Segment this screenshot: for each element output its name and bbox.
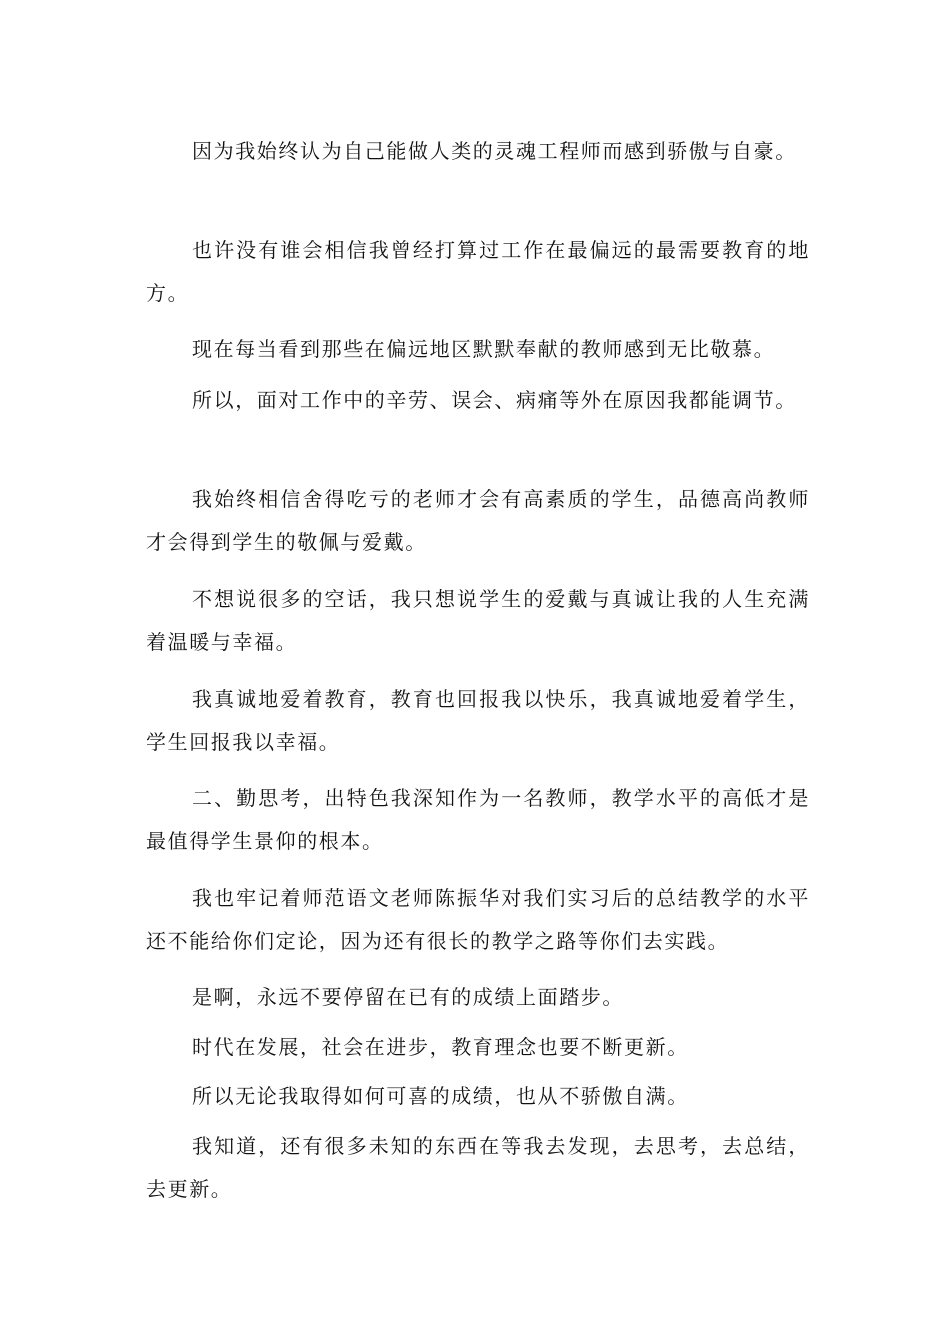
paragraph-13: 我知道，还有很多未知的东西在等我去发现，去思考，去总结，去更新。 — [146, 1134, 810, 1201]
paragraph-5: 我始终相信舍得吃亏的老师才会有高素质的学生，品德高尚教师才会得到学生的敬佩与爱戴。 — [146, 487, 810, 554]
paragraph-1: 因为我始终认为自己能做人类的灵魂工程师而感到骄傲与自豪。 — [192, 139, 797, 163]
paragraph-7: 我真诚地爱着教育，教育也回报我以快乐，我真诚地爱着学生，学生回报我以幸福。 — [146, 687, 810, 754]
paragraph-10: 是啊，永远不要停留在已有的成绩上面踏步。 — [192, 985, 624, 1009]
paragraph-12: 所以无论我取得如何可喜的成绩，也从不骄傲自满。 — [192, 1084, 689, 1108]
paragraph-11: 时代在发展，社会在进步，教育理念也要不断更新。 — [192, 1035, 689, 1059]
paragraph-2: 也许没有谁会相信我曾经打算过工作在最偏远的最需要教育的地方。 — [146, 238, 810, 305]
paragraph-4: 所以，面对工作中的辛劳、误会、病痛等外在原因我都能调节。 — [192, 388, 797, 412]
paragraph-3: 现在每当看到那些在偏远地区默默奉献的教师感到无比敬慕。 — [192, 337, 776, 361]
paragraph-6: 不想说很多的空话，我只想说学生的爱戴与真诚让我的人生充满着温暖与幸福。 — [146, 587, 810, 654]
paragraph-8: 二、勤思考，出特色我深知作为一名教师，教学水平的高低才是最值得学生景仰的根本。 — [146, 786, 810, 853]
paragraph-9: 我也牢记着师范语文老师陈振华对我们实习后的总结教学的水平还不能给你们定论，因为还有很长的教学之路等你们去实践。 — [146, 886, 810, 953]
